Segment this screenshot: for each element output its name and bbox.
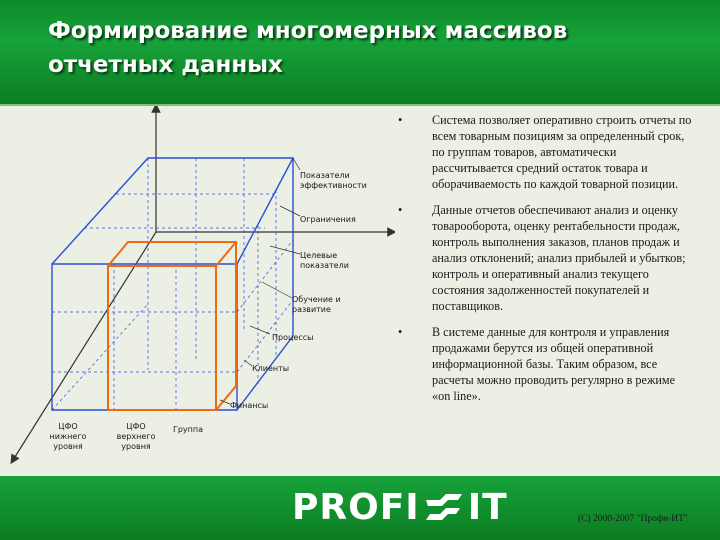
bullet-marker: • [398,325,403,339]
label-cfo-lower: ЦФО нижнего уровня [49,422,87,451]
copyright-text: (C) 2000-2007 "Профи-ИТ" [578,514,688,524]
logo-text-left: PROFI [292,486,420,528]
label-processes: Процессы [272,333,314,342]
bullet-item-1 [396,112,696,192]
bullet-item-2 [396,202,696,314]
inner-cube [108,242,236,410]
label-group: Группа [172,425,204,434]
bullet-marker: • [398,203,403,217]
bullet-text: Данные отчетов обеспечивают анализ и оценку товарооборота, оценку рентабельности продаж, контроль выполнения заказов, планов продаж и анализ отклонений; анализ прибылей и убытков; контроль и оперативный анализ текущего состояния задолженностей покупателей и поставщиков. [432,203,686,313]
logo-bridge-icon [424,492,464,522]
label-constraints: Ограничения [300,215,356,224]
logo-text-right: IT [467,486,508,528]
label-training: Обучение и развитие [292,295,341,314]
label-clients: Клиенты [252,364,290,373]
label-finance: Финансы [230,401,269,410]
label-target: Целевые показатели [300,251,349,270]
company-logo [292,484,508,530]
label-efficiency: Показатели эффективности [300,171,367,190]
bullet-text: В системе данные для контроля и управления продажами берутся из общей оперативной информационной базы. Таким образом, все расчеты можно проводить регулярно в режиме «on line». [432,325,676,403]
title-line-2: отчетных данных [48,52,283,78]
bullet-marker: • [398,113,403,127]
cube-diagram [0,106,395,476]
bullet-item-3 [396,324,696,404]
title-line-1: Формирование многомерных массивов [48,18,568,44]
slide-title [48,14,708,82]
label-cfo-upper: ЦФО верхнего уровня [116,422,156,451]
bullet-list [396,112,696,414]
bullet-text: Система позволяет оперативно строить отчеты по всем товарным позициям за определенный срок, по группам товаров, автоматически рассчитывается средний остаток товара и оборачиваемость по каждой товарной позиции. [432,113,692,191]
